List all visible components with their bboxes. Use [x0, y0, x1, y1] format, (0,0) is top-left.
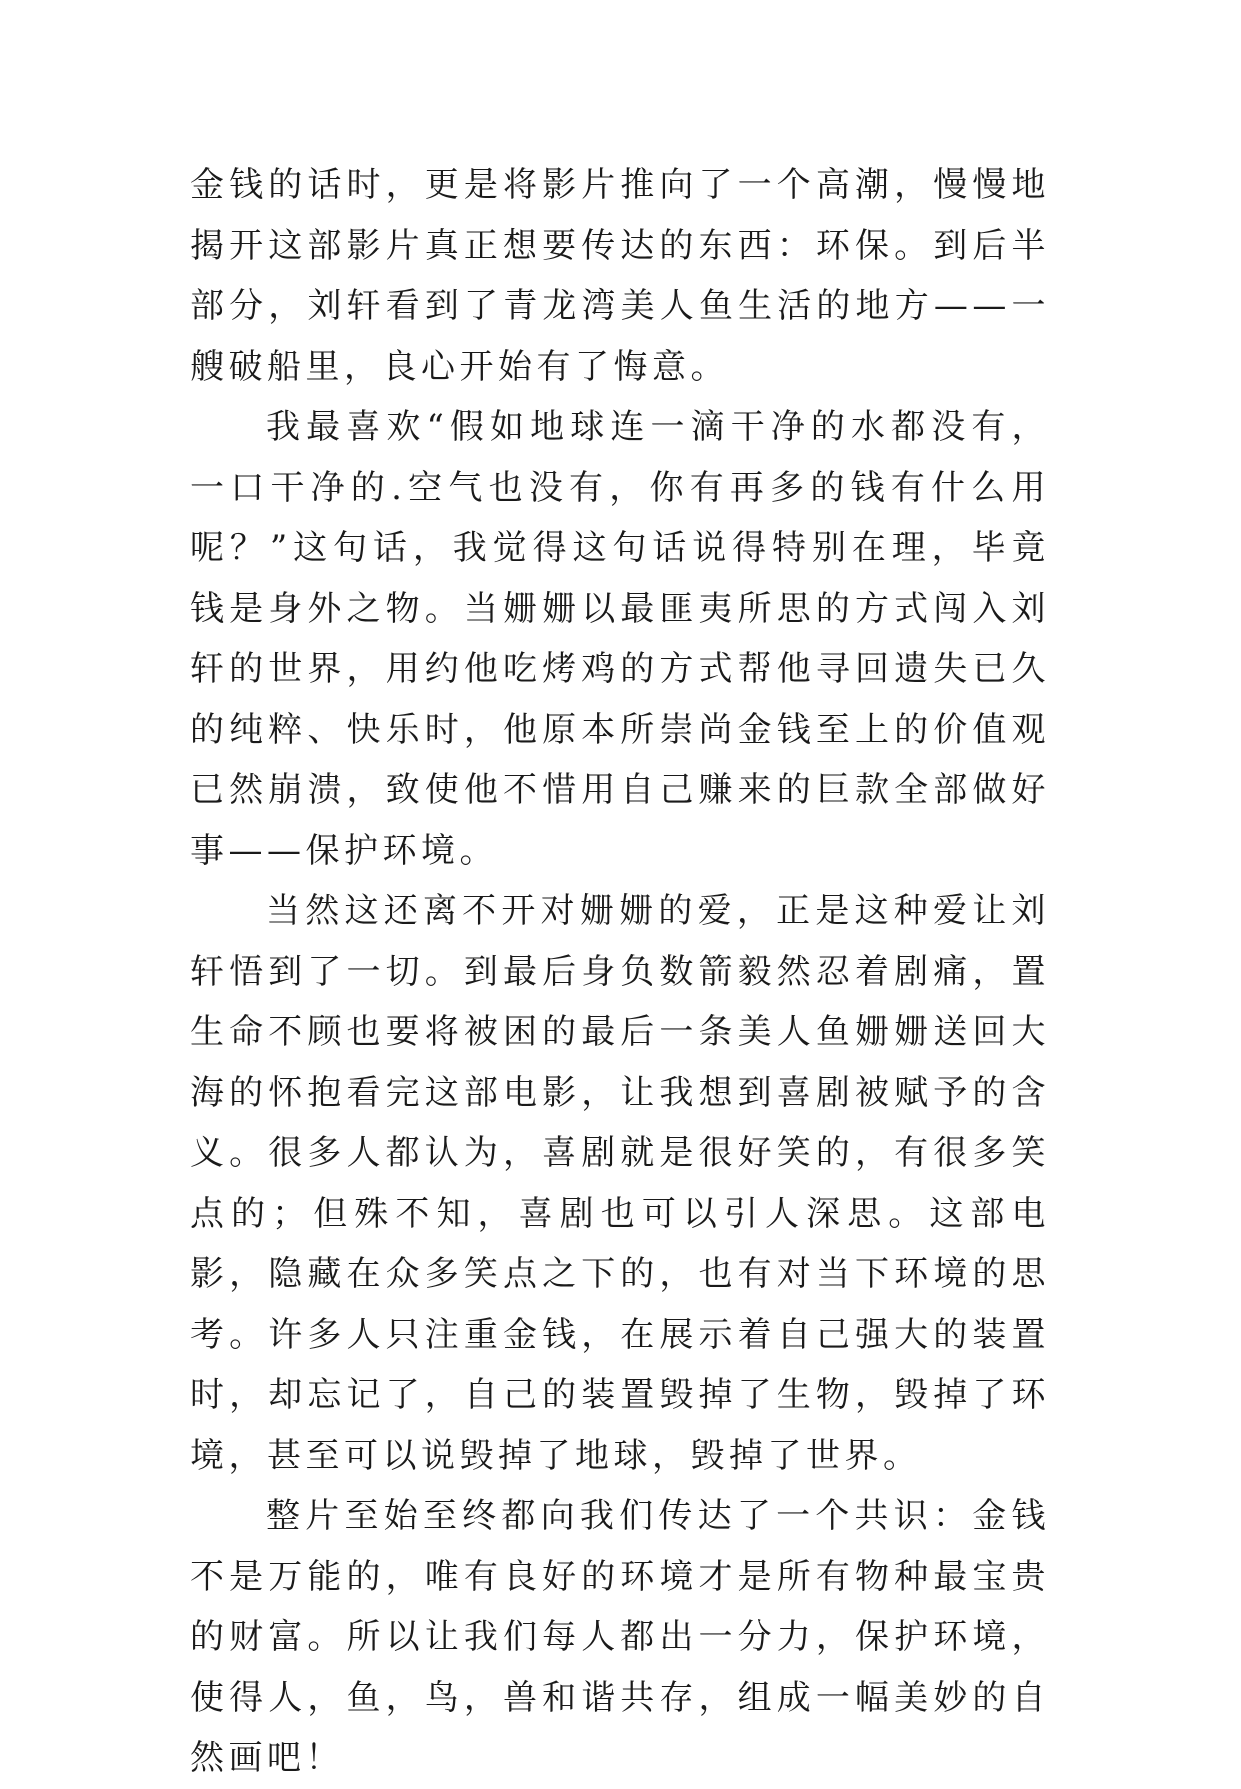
document-body [190, 155, 1050, 1789]
paragraph: 我最喜欢“假如地球连一滴干净的水都没有，一口干净的.空气也没有，你有再多的钱有什么用呢？”这句话，我觉得这句话说得特别在理，毕竟钱是身外之物。当姗姗以最匪夷所思的方式闯入刘轩的世界，用约他吃烤鸡的方式帮他寻回遗失已久的纯粹、快乐时，他原本所崇尚金钱至上的价值观已然崩溃，致使他不惜用自己赚来的巨款全部做好事——保护环境。 [190, 407, 1050, 871]
paragraph-continuation: 金钱的话时，更是将影片推向了一个高潮，慢慢地揭开这部影片真正想要传达的东西：环保。到后半部分，刘轩看到了青龙湾美人鱼生活的地方——一艘破船里，良心开始有了悔意。 [190, 165, 1050, 387]
paragraph: 整片至始至终都向我们传达了一个共识：金钱不是万能的，唯有良好的环境才是所有物种最宝贵的财富。所以让我们每人都出一分力，保护环境，使得人，鱼，鸟，兽和谐共存，组成一幅美妙的自然画吧！ [190, 1496, 1050, 1778]
paragraph: 当然这还离不开对姗姗的爱，正是这种爱让刘轩悟到了一切。到最后身负数箭毅然忍着剧痛，置生命不顾也要将被困的最后一条美人鱼姗姗送回大海的怀抱看完这部电影，让我想到喜剧被赋予的含义。很多人都认为，喜剧就是很好笑的，有很多笑点的；但殊不知，喜剧也可以引人深思。这部电影，隐藏在众多笑点之下的，也有对当下环境的思考。许多人只注重金钱，在展示着自己强大的装置时，却忘记了，自己的装置毁掉了生物，毁掉了环境，甚至可以说毁掉了地球，毁掉了世界。 [190, 891, 1050, 1476]
